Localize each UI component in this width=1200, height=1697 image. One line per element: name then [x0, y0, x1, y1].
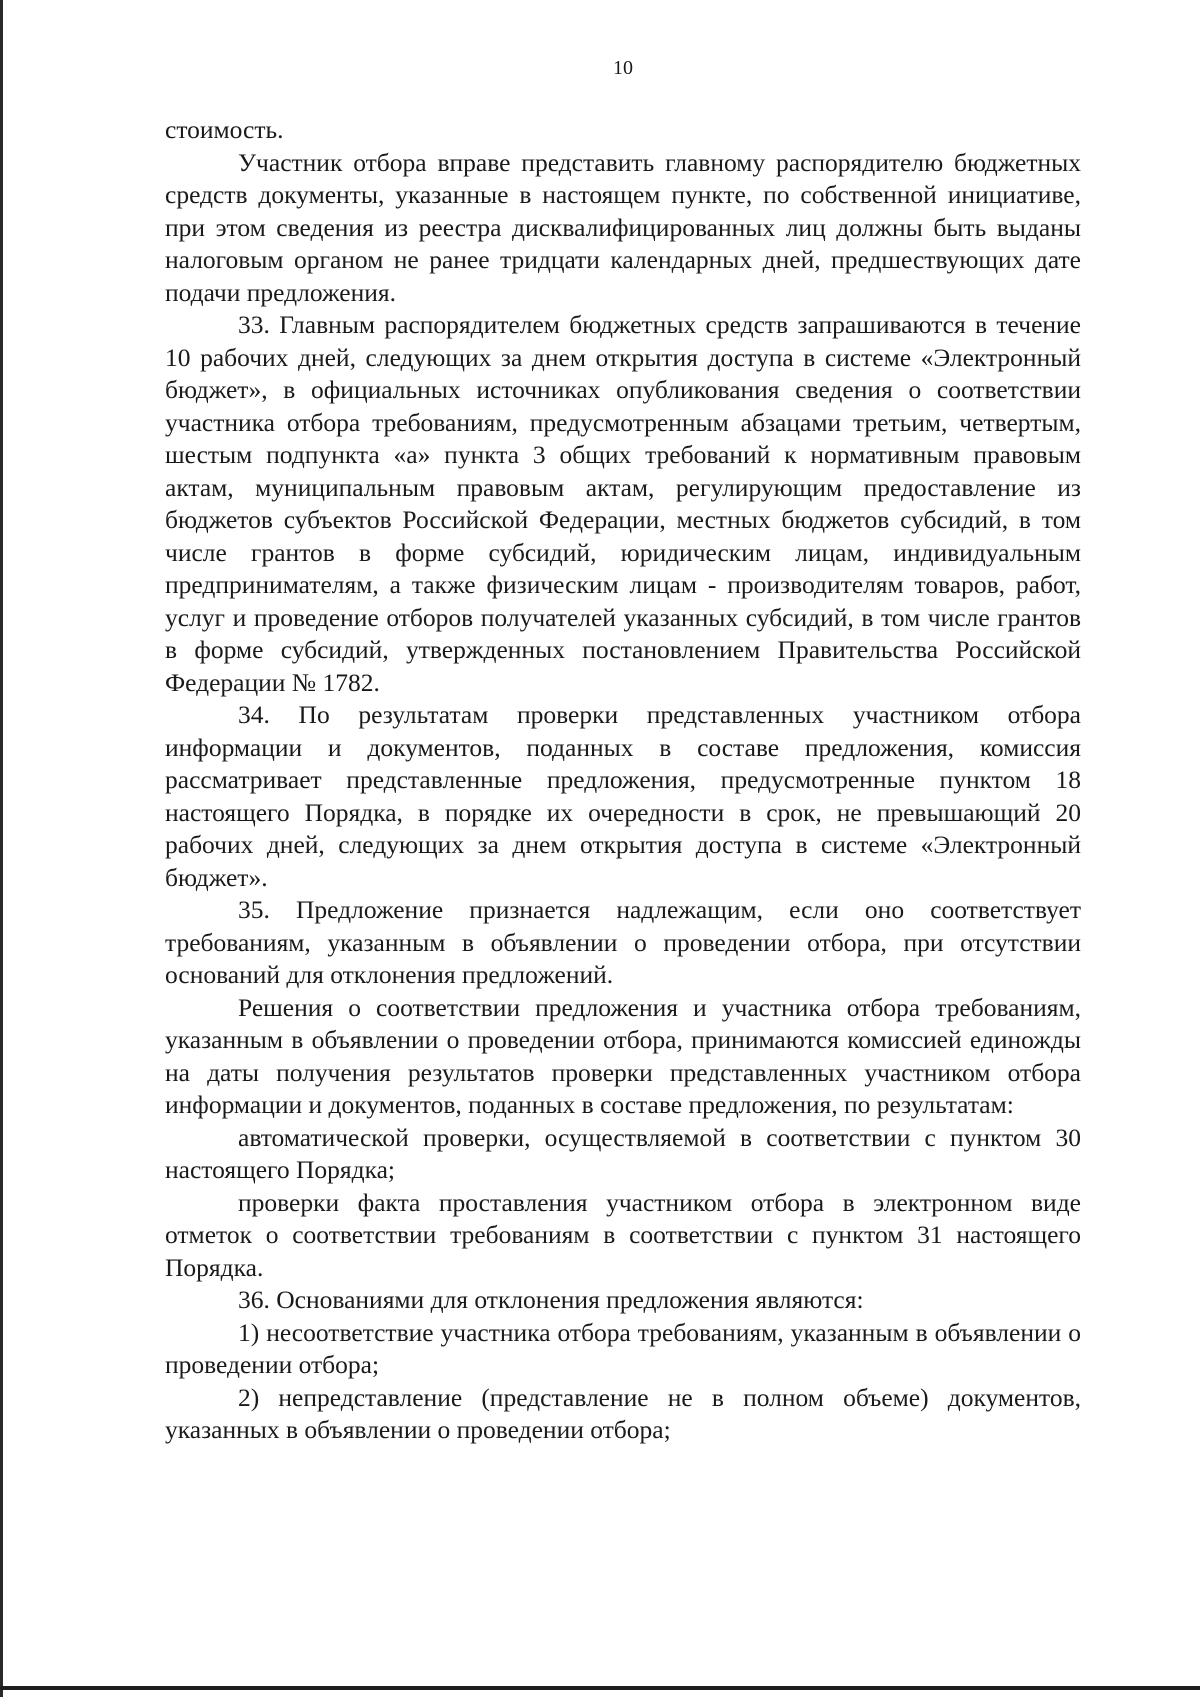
paragraph-1: Участник отбора вправе представить главному распорядителю бюджетных средств документы, указанные в настоящем пункте, по собственной инициативе, при этом сведения из реестра дисквалифицированных лиц должны быть выданы налоговым органом не ранее тридцати календарных дней, предшествующих дате подачи предложения. — [165, 147, 1081, 307]
paragraph-33: 33. Главным распорядителем бюджетных средств запрашиваются в течение 10 рабочих дней, следующих за днем открытия доступа в системе «Электронный бюджет», в официальных источниках опубликования сведения о соответствии участника отбора требованиям, предусмотренным абзацами третьим, четвертым, шестым подпункта «а» пункта 3 общих требований к нормативным правовым актам, муниципальным правовым актам, регулирующим предоставление из бюджетов субъектов Российской Федерации, местных бюджетов субсидий, в том числе грантов в форме субсидий, юридическим лицам, индивидуальным предпринимателям, а также физическим лицам - производителям товаров, работ, услуг и проведение отборов получателей указанных субсидий, в том числе грантов в форме субсидий, утвержденных постановлением Правительства Российской Федерации № 1782. — [165, 310, 1081, 697]
paragraph-35: 35. Предложение признается надлежащим, если оно соответствует требованиям, указанным в объявлении о проведении отбора, при отсутствии оснований для отклонения предложений. — [165, 895, 1081, 989]
scan-left-edge — [0, 0, 3, 1697]
paragraph-36-item-2: 2) непредставление (представление не в полном объеме) документов, указанных в объявлении о проведении отбора; — [165, 1382, 1081, 1444]
page-number: 10 — [613, 57, 633, 79]
paragraph-35-automatic-check: автоматической проверки, осуществляемой в соответствии с пунктом 30 настоящего Порядка; — [165, 1122, 1081, 1184]
paragraph-0: стоимость. — [165, 115, 284, 144]
scan-bottom-edge — [0, 1686, 1200, 1690]
document-body — [165, 114, 1081, 1447]
paragraph-36-item-1: 1) несоответствие участника отбора требованиям, указанным в объявлении о проведении отбора; — [165, 1317, 1081, 1379]
paragraph-34: 34. По результатам проверки представленных участником отбора информации и документов, поданных в составе предложения, комиссия рассматривает представленные предложения, предусмотренные пунктом 18 настоящего Порядка, в порядке их очередности в срок, не превышающий 20 рабочих дней, следующих за днем открытия доступа в системе «Электронный бюджет». — [165, 700, 1081, 892]
paragraph-36: 36. Основаниями для отклонения предложения являются: — [238, 1285, 864, 1314]
paragraph-35-marks-check: проверки факта проставления участником отбора в электронном виде отметок о соответствии требованиям в соответствии с пунктом 31 настоящего Порядка. — [165, 1187, 1081, 1282]
paragraph-35-decisions: Решения о соответствии предложения и участника отбора требованиям, указанным в объявлении о проведении отбора, принимаются комиссией единожды на даты получения результатов проверки представленных участником отбора информации и документов, поданных в составе предложения, по результатам: — [165, 992, 1081, 1119]
